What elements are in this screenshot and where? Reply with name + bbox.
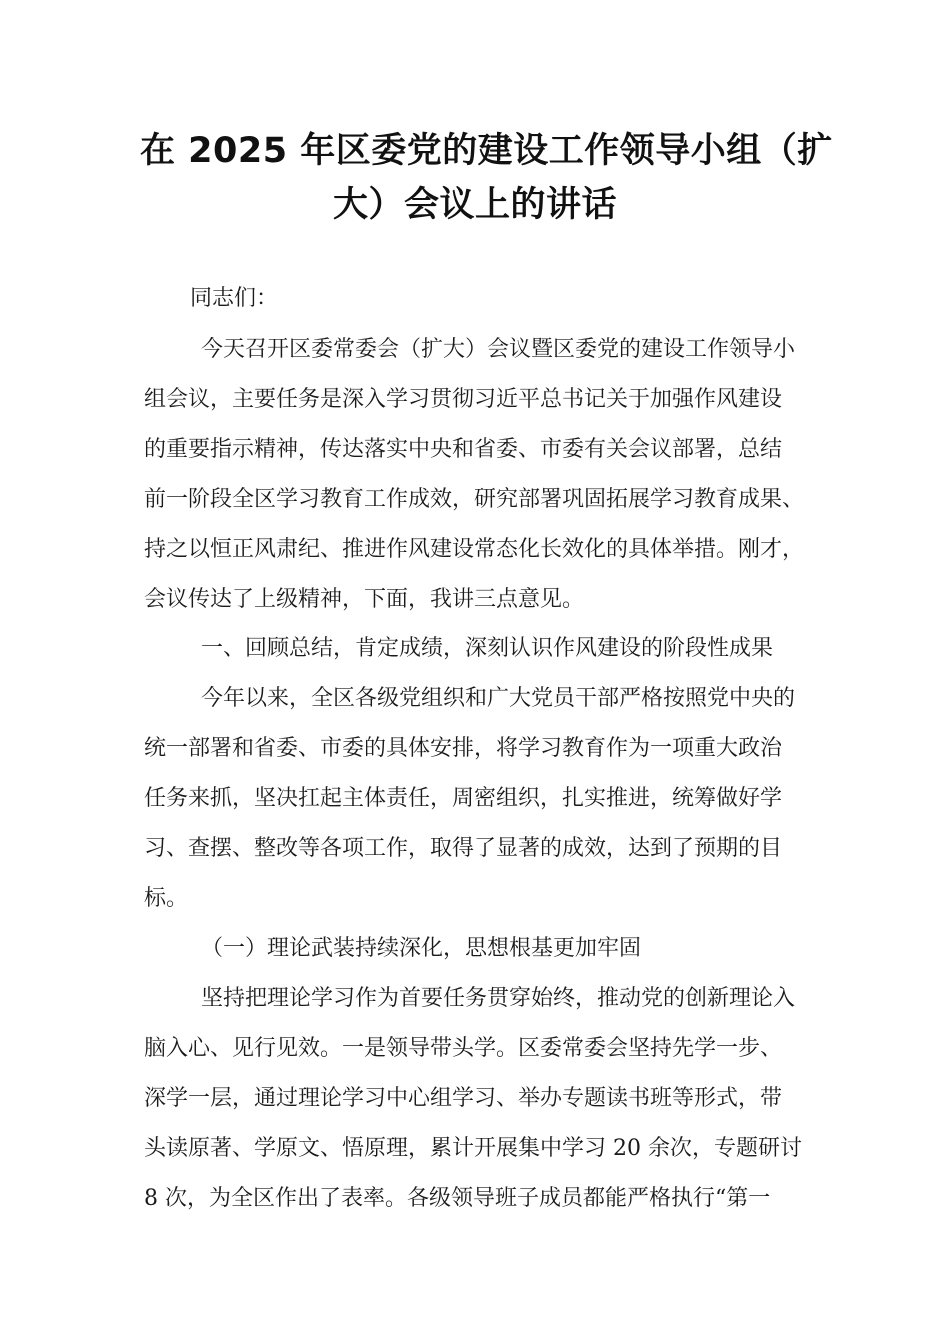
subsection-heading: （一）理论武装持续深化，思想根基更加牢固	[201, 936, 642, 961]
body-line: 深学一层，通过理论学习中心组学习、举办专题读书班等形式，带	[144, 1086, 783, 1111]
body-line: 组会议，主要任务是深入学习贯彻习近平总书记关于加强作风建设	[144, 387, 783, 412]
body-line: 任务来抓，坚决扛起主体责任，周密组织，扎实推进，统筹做好学	[144, 786, 783, 811]
title-line-2: 大）会议上的讲话	[332, 185, 617, 225]
document-title	[140, 124, 833, 232]
title-line-1: 在 2025 年区委党的建设工作领导小组（扩	[140, 131, 833, 171]
body-line: 会议传达了上级精神，下面，我讲三点意见。	[144, 587, 585, 612]
salutation: 同志们：	[190, 286, 279, 311]
body-line: 头读原著、学原文、悟原理，累计开展集中学习 20 余次，专题研讨	[144, 1136, 802, 1161]
section-heading: 一、回顾总结，肯定成绩，深刻认识作风建设的阶段性成果	[201, 636, 774, 661]
body-line: 今天召开区委常委会（扩大）会议暨区委党的建设工作领导小	[201, 337, 796, 362]
body-line: 8 次，为全区作出了表率。各级领导班子成员都能严格执行“第一	[144, 1186, 771, 1211]
body-line: 今年以来，全区各级党组织和广大党员干部严格按照党中央的	[201, 686, 796, 711]
body-line: 标。	[144, 886, 189, 911]
body-line: 坚持把理论学习作为首要任务贯穿始终，推动党的创新理论入	[201, 986, 796, 1011]
body-line: 习、查摆、整改等各项工作，取得了显著的成效，达到了预期的目	[144, 836, 783, 861]
body-line: 的重要指示精神，传达落实中央和省委、市委有关会议部署，总结	[144, 437, 783, 462]
body-line: 脑入心、见行见效。一是领导带头学。区委常委会坚持先学一步、	[144, 1036, 783, 1061]
body-line: 前一阶段全区学习教育工作成效，研究部署巩固拓展学习教育成果、	[144, 487, 805, 512]
body-line: 统一部署和省委、市委的具体安排，将学习教育作为一项重大政治	[144, 736, 783, 761]
body-line: 持之以恒正风肃纪、推进作风建设常态化长效化的具体举措。刚才，	[144, 537, 805, 562]
